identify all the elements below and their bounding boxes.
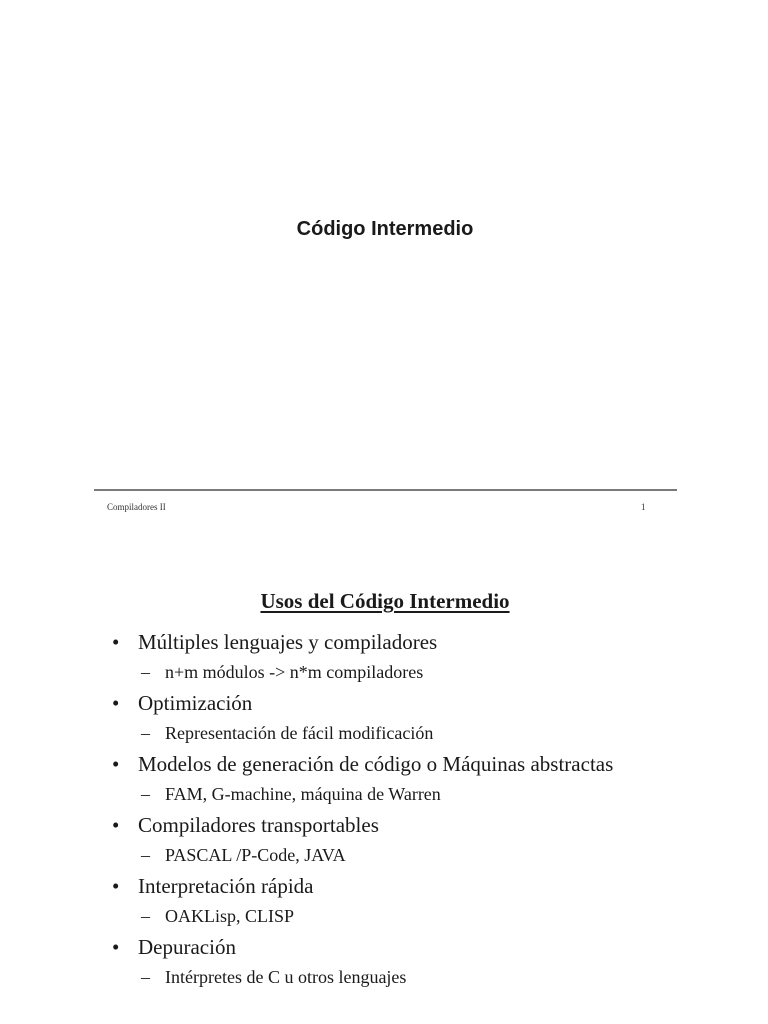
footer-page-number: 1	[641, 502, 646, 512]
bullet-text: Modelos de generación de código o Máquinas abstractas	[138, 752, 614, 776]
sub-bullet-text: PASCAL /P-Code, JAVA	[165, 845, 346, 865]
bullet-text: Múltiples lenguajes y compiladores	[138, 630, 438, 654]
sub-bullet-marker: –	[141, 906, 150, 926]
footer-divider	[94, 489, 677, 491]
sub-bullet-marker: –	[141, 784, 150, 804]
sub-bullet-marker: –	[141, 723, 150, 743]
sub-bullet-text: n+m módulos -> n*m compiladores	[165, 662, 424, 682]
bullet-marker: •	[112, 874, 120, 898]
bullet-text: Interpretación rápida	[138, 874, 314, 898]
list-item	[112, 748, 732, 809]
list-item	[112, 809, 732, 870]
sub-bullet-marker: –	[141, 662, 150, 682]
bullet-marker: •	[112, 630, 120, 654]
bullet-text: Depuración	[138, 935, 236, 959]
bullet-marker: •	[112, 935, 120, 959]
footer-course-name: Compiladores II	[107, 502, 166, 512]
list-item	[112, 626, 732, 687]
bullet-text: Compiladores transportables	[138, 813, 379, 837]
slide-title: Código Intermedio	[296, 218, 474, 240]
list-item	[112, 687, 732, 748]
sub-bullet-text: FAM, G-machine, máquina de Warren	[165, 784, 441, 804]
slide-heading: Usos del Código Intermedio	[260, 589, 510, 613]
sub-bullet-marker: –	[141, 967, 150, 987]
list-item	[112, 931, 732, 992]
sub-bullet-text: Intérpretes de C u otros lenguajes	[165, 967, 407, 987]
sub-bullet-text: OAKLisp, CLISP	[165, 906, 295, 926]
bullet-marker: •	[112, 813, 120, 837]
sub-bullet-marker: –	[141, 845, 150, 865]
bullet-marker: •	[112, 691, 120, 715]
sub-bullet-text: Representación de fácil modificación	[165, 723, 434, 743]
bullet-text: Optimización	[138, 691, 253, 715]
list-item	[112, 870, 732, 931]
bullet-list	[112, 626, 732, 992]
bullet-marker: •	[112, 752, 120, 776]
